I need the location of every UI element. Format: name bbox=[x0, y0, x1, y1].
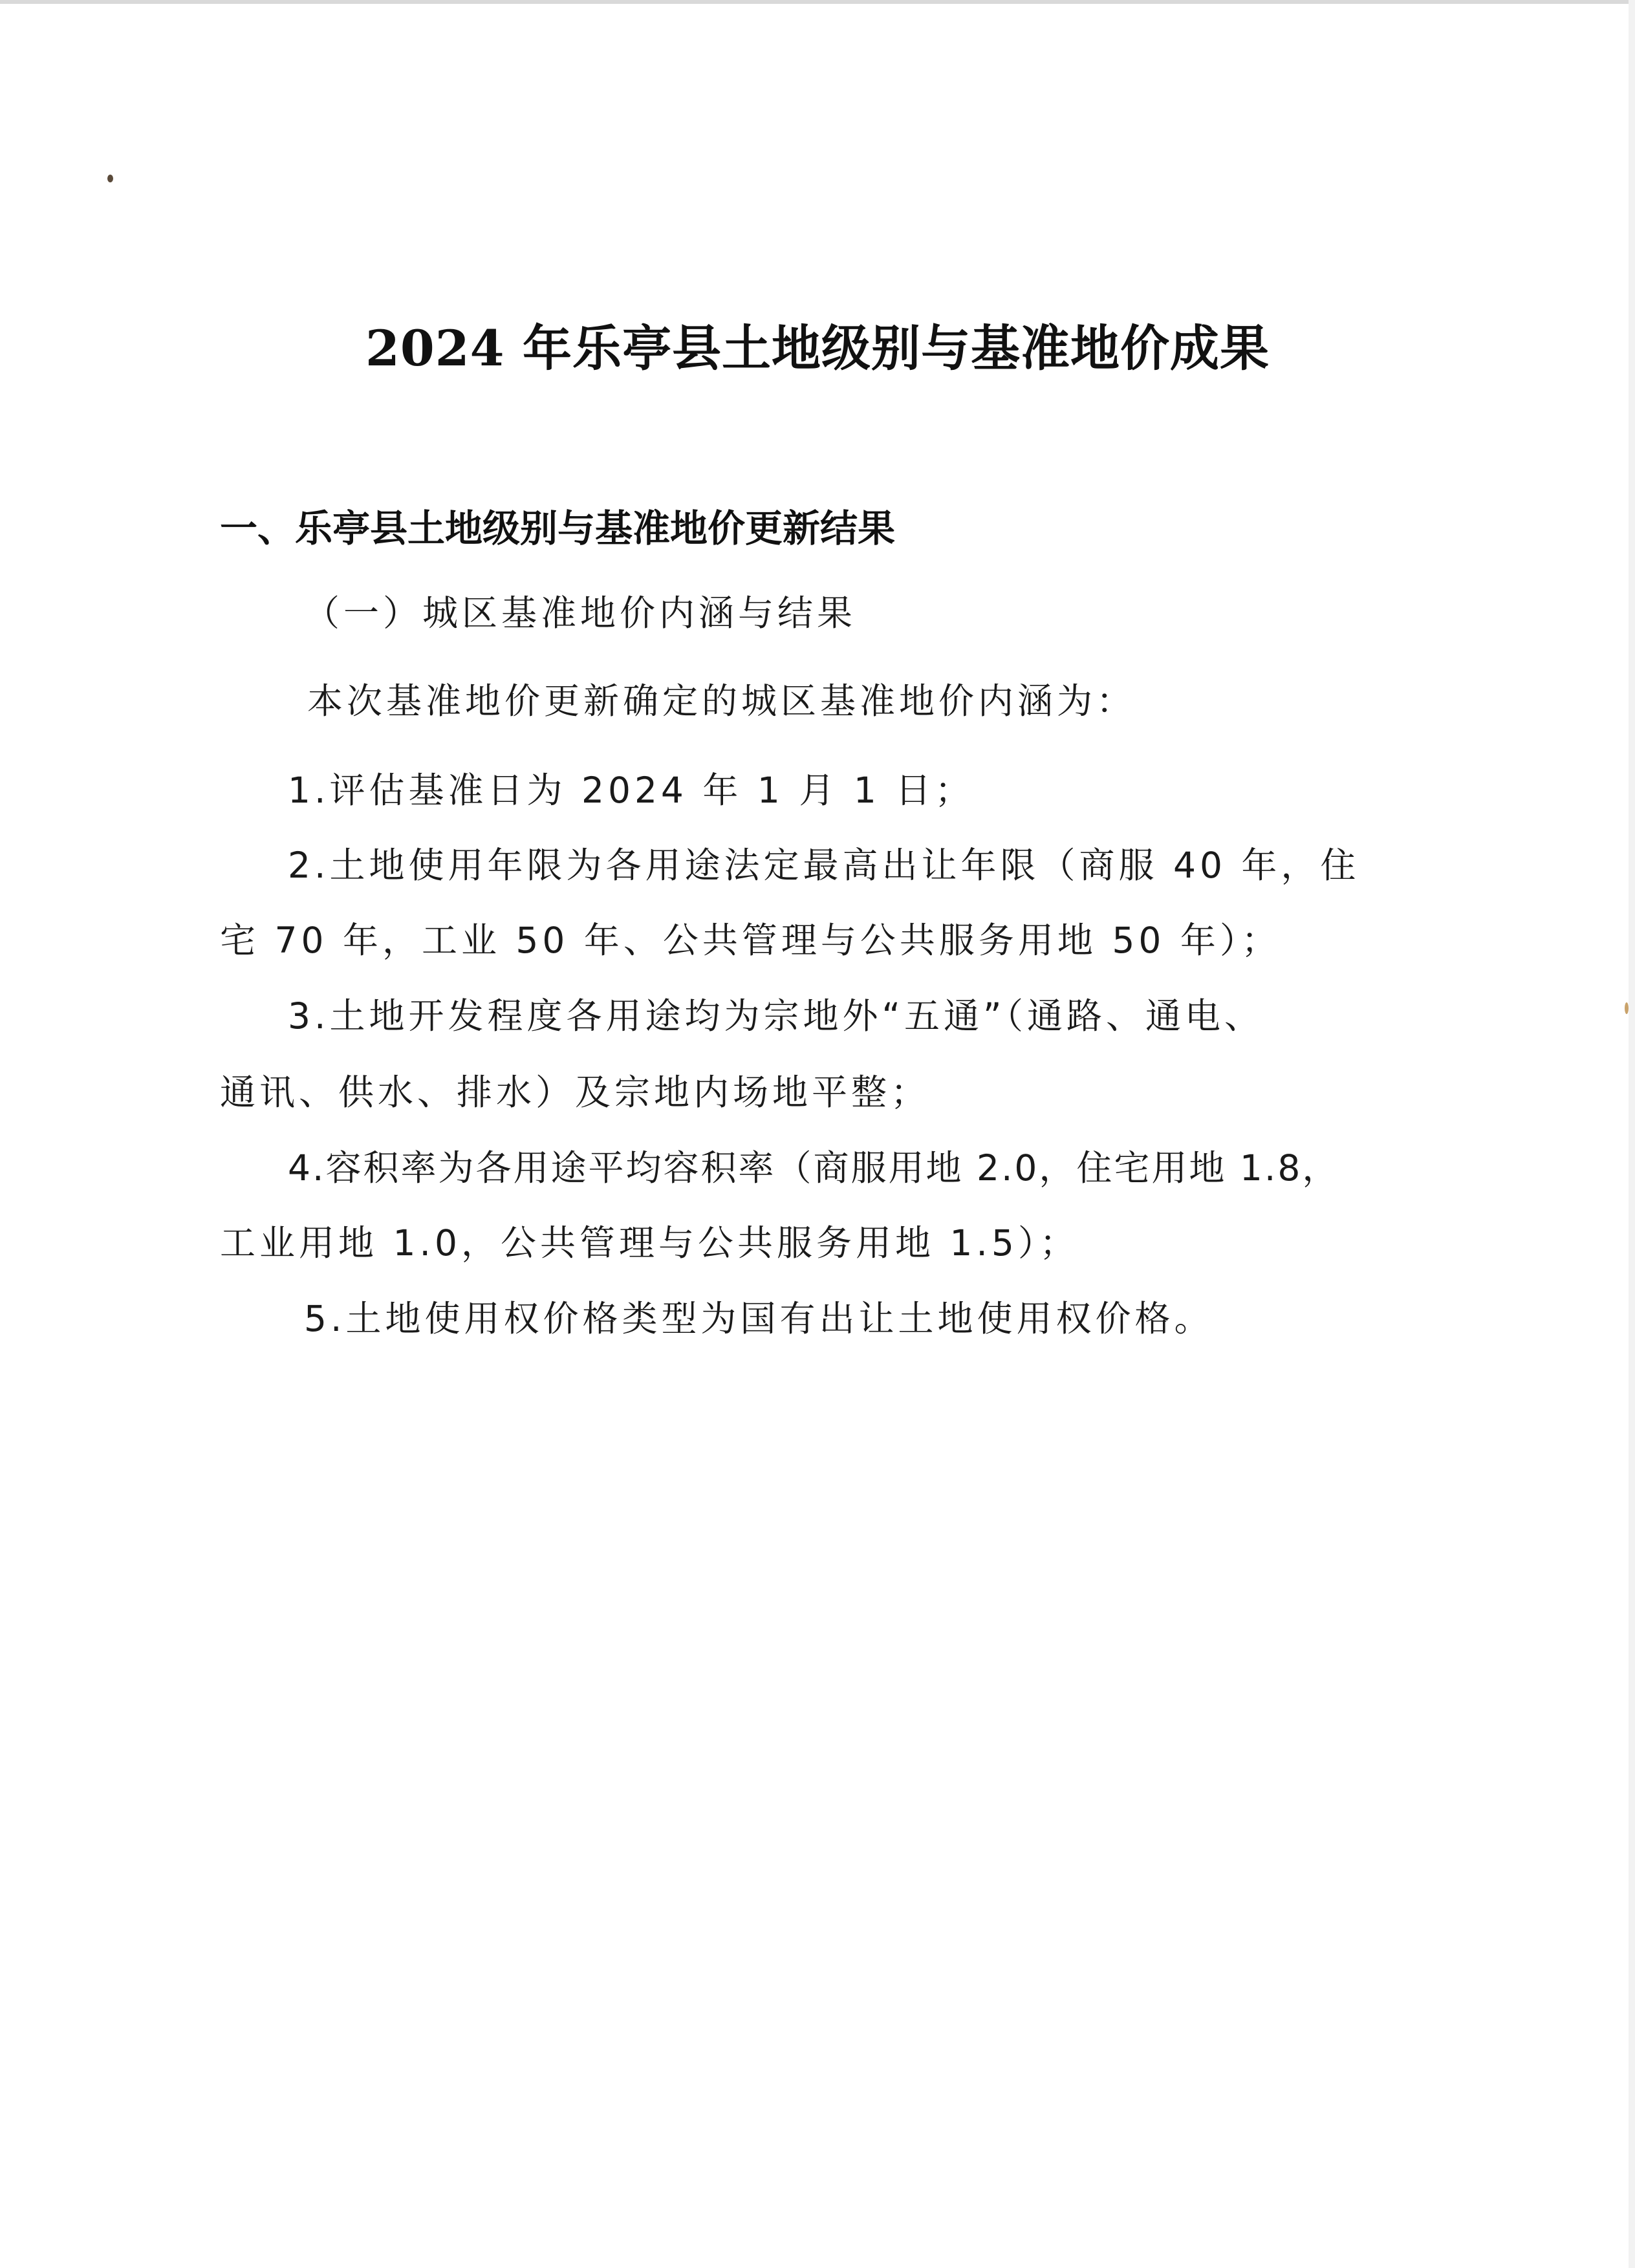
scan-speck bbox=[107, 175, 113, 182]
list-item-2-line1: 2.土地使用年限为各用途法定最高出让年限（商服 40 年，住 bbox=[288, 845, 1360, 886]
section-heading: 一、乐亭县土地级别与基准地价更新结果 bbox=[220, 506, 896, 550]
scan-top-edge bbox=[0, 0, 1635, 4]
list-item-3-line1: 3.土地开发程度各用途均为宗地外“五通”（通路、通电、 bbox=[288, 995, 1264, 1037]
list-item-5: 5.土地使用权价格类型为国有出让土地使用权价格。 bbox=[304, 1298, 1214, 1339]
list-item-2-line2: 宅 70 年，工业 50 年、公共管理与公共服务用地 50 年）； bbox=[220, 920, 1281, 961]
subsection-heading: （一）城区基准地价内涵与结果 bbox=[304, 592, 857, 634]
intro-paragraph: 本次基准地价更新确定的城区基准地价内涵为： bbox=[307, 680, 1136, 722]
scan-speck bbox=[1625, 1002, 1629, 1014]
list-item-4-line2: 工业用地 1.0，公共管理与公共服务用地 1.5）； bbox=[220, 1222, 1079, 1264]
list-item-3-line2: 通讯、供水、排水）及宗地内场地平整； bbox=[220, 1072, 931, 1113]
list-item-1: 1.评估基准日为 2024 年 1 月 1 日； bbox=[288, 770, 975, 811]
document-title: 2024 年乐亭县土地级别与基准地价成果 bbox=[365, 319, 1270, 377]
list-item-4-line1: 4.容积率为各用途平均容积率（商服用地 2.0，住宅用地 1.8， bbox=[288, 1147, 1340, 1189]
